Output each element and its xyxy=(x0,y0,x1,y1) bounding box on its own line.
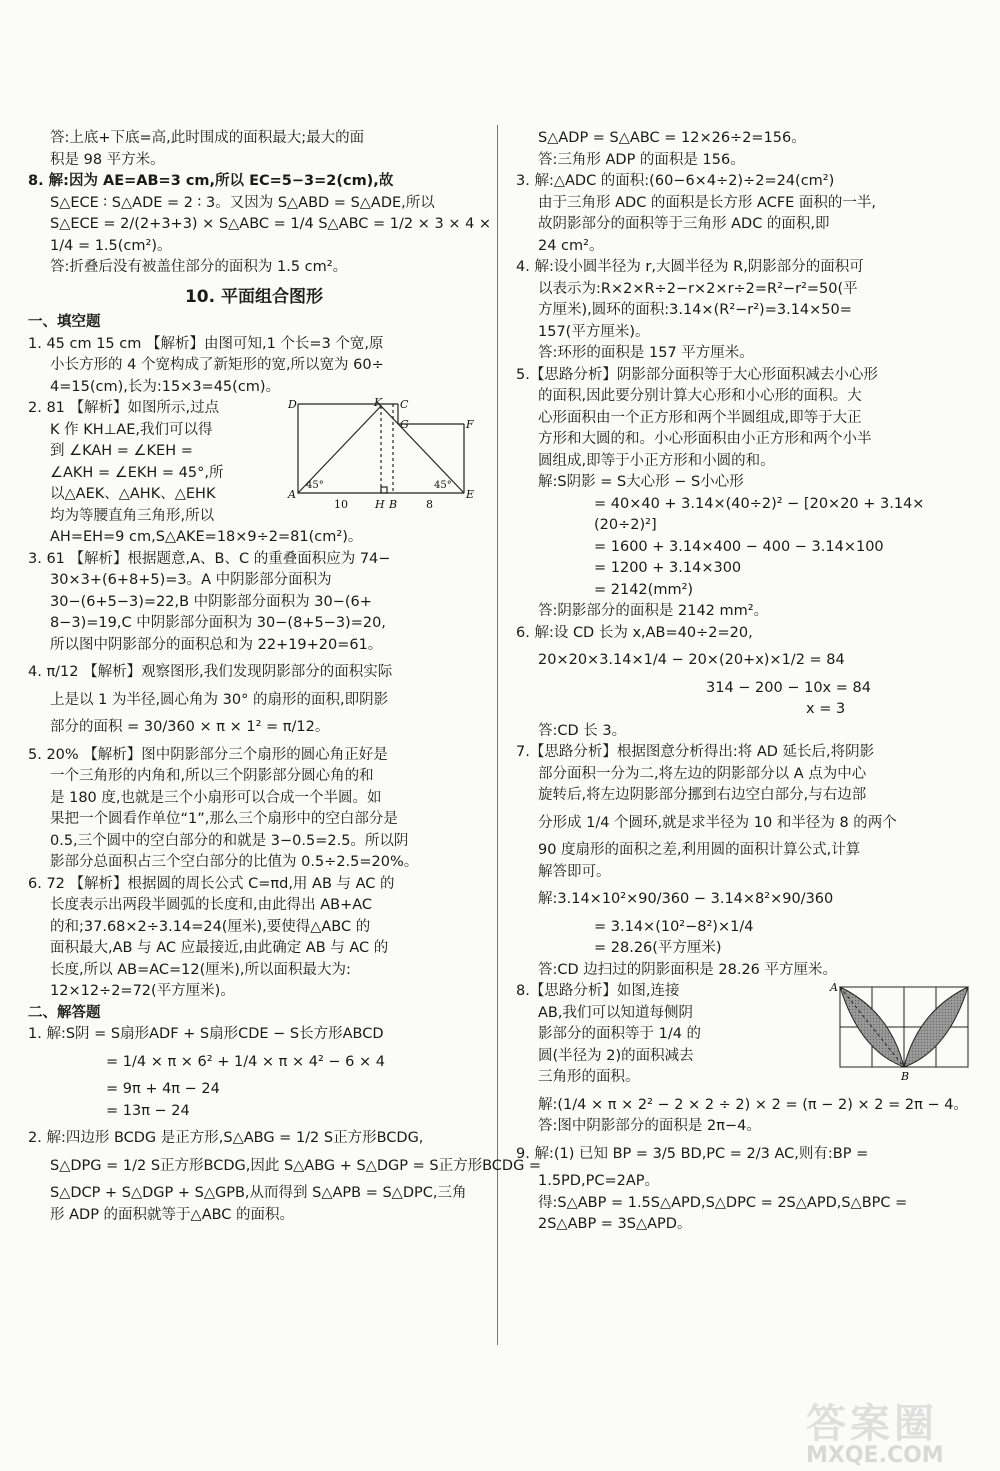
text-line: = 40×40 + 3.14×(40÷2)² − [20×20 + 3.14× xyxy=(594,495,925,512)
q8-line: 8.【思路分析】如图,连接 xyxy=(516,983,680,999)
answer-line: 形 ADP 的面积就等于△ABC 的面积。 xyxy=(50,1206,295,1223)
rectangle-triangle-figure xyxy=(288,398,474,512)
text-line: 2S△ABP = 3S△APD。 xyxy=(538,1216,692,1232)
fill-line: 上是以 1 为半径,圆心角为 30° 的扇形的面积,即阴影 xyxy=(50,691,389,708)
fill-line: 5. 20% 【解析】图中阴影部分三个扇形的圆心角正好是 xyxy=(28,746,388,763)
fill-line: 6. 72 【解析】根据圆的周长公式 C=πd,用 AB 与 AC 的 xyxy=(28,875,395,892)
text-line: 314 − 200 − 10x = 84 xyxy=(706,679,871,696)
fill-line: 果把一个圆看作单位“1”,那么三个扇形中的空白部分是 xyxy=(50,811,398,827)
fill-line: 1. 45 cm 15 cm 【解析】由图可知,1 个长=3 个宽,原 xyxy=(28,335,384,352)
text-line: 答:CD 边扫过的阴影面积是 28.26 平方厘米。 xyxy=(538,961,838,978)
q2-line: 均为等腰直角三角形,所以 xyxy=(50,507,215,524)
q8-block xyxy=(516,981,972,1089)
text-line: x = 3 xyxy=(806,701,846,717)
answer-line: = 13π − 24 xyxy=(106,1102,190,1119)
text-line: = 1600 + 3.14×400 − 400 − 3.14×100 xyxy=(594,538,884,555)
text-line: 答:上底+下底=高,此时围成的面积最大;最大的面 xyxy=(50,130,365,146)
fig-label-D: D xyxy=(288,398,297,411)
text-line: 答:环形的面积是 157 平方厘米。 xyxy=(538,345,754,361)
text-line: 分形成 1/4 个圆环,就是求半径为 10 和半径为 8 的两个 xyxy=(538,814,897,831)
text-line: 的面积,因此要分别计算大心形和小心形的面积。大 xyxy=(538,388,862,404)
right-column xyxy=(516,128,972,1236)
text-line: 由于三角形 ADC 的面积是长方形 ACFE 面积的一半, xyxy=(538,194,877,211)
fig-label-F: F xyxy=(466,418,474,431)
fill-line: 8−3)=19,C 中阴影部分面积为 30−(8+5−3)=20, xyxy=(50,615,386,631)
fill-line: 是 180 度,也就是三个小扇形可以合成一个半圆。如 xyxy=(50,789,382,806)
fill-line: 一个三角形的内角和,所以三个阴影部分圆心角的和 xyxy=(50,768,374,784)
q2-line: 2. 81 【解析】如图所示,过点 xyxy=(28,400,220,416)
fig-label-G: G xyxy=(400,418,409,431)
fig-label-10: 10 xyxy=(334,498,348,511)
text-line: 解:(1/4 × π × 2² − 2 × 2 ÷ 2) × 2 = (π − 2) × 2 = 2π − 4。 xyxy=(538,1096,968,1113)
fig-label-A: A xyxy=(288,488,296,501)
text-line: 旋转后,将左边阴影部分挪到右边空白部分,与右边部 xyxy=(538,787,867,803)
text-line: 答:CD 长 3。 xyxy=(538,722,627,739)
fill-line: 4=15(cm),长为:15×3=45(cm)。 xyxy=(50,378,281,395)
fig-label-H: H xyxy=(375,498,385,511)
fill-line: 的和;37.68×2÷3.14=24(厘米),要使得△ABC 的 xyxy=(50,918,371,935)
text-line: 解:3.14×10²×90/360 − 3.14×8²×90/360 xyxy=(538,891,834,907)
fig-label-angle: 45° xyxy=(306,480,324,491)
text-line: = 2142(mm²) xyxy=(594,581,694,598)
answer-line: = 1/4 × π × 6² + 1/4 × π × 4² − 6 × 4 xyxy=(106,1053,385,1070)
text-line: 9. 解:(1) 已知 BP = 3/5 BD,PC = 2/3 AC,则有:BP = xyxy=(516,1145,869,1162)
fill-line: 所以图中阴影部分的面积总和为 22+19+20=61。 xyxy=(50,636,383,653)
text-line: 心形面积由一个正方形和两个半圆组成,即等于大正 xyxy=(538,409,862,426)
q8-line: 三角形的面积。 xyxy=(538,1069,640,1085)
fill-line: 长度,所以 AB=AC=12(厘米),所以面积最大为: xyxy=(50,961,351,978)
q2-block xyxy=(28,398,480,549)
fill-line: 30−(6+5−3)=22,B 中阴影部分面积为 30−(6+ xyxy=(50,593,372,610)
text-line: 24 cm²。 xyxy=(538,237,604,254)
fig-label-E: E xyxy=(466,488,475,501)
watermark-url: MXQE.COM xyxy=(806,1443,944,1468)
text-line: 1.5PD,PC=2AP。 xyxy=(538,1173,659,1189)
part-heading-fill: 一、填空题 xyxy=(28,314,101,330)
fig-label-B: B xyxy=(901,1070,910,1083)
text-line: 157(平方厘米)。 xyxy=(538,323,650,340)
text-line: 答:图中阴影部分的面积是 2π−4。 xyxy=(538,1118,761,1134)
text-line: 部分面积一分为二,将左边的阴影部分以 A 点为中心 xyxy=(538,765,867,782)
text-line: 90 度扇形的面积之差,利用圆的面积计算公式,计算 xyxy=(538,842,861,858)
text-line: 得:S△ABP = 1.5S△APD,S△DPC = 2S△APD,S△BPC = xyxy=(538,1194,908,1211)
text-line: 积是 98 平方米。 xyxy=(50,151,165,168)
text-line: 故阴影部分的面积等于三角形 ADC 的面积,即 xyxy=(538,216,830,232)
section-title: 10. 平面组合图形 xyxy=(184,286,324,307)
text-line: 解答即可。 xyxy=(538,863,611,880)
answer-line: 2. 解:四边形 BCDG 是正方形,S△ABG = 1/2 S正方形BCDG, xyxy=(28,1130,424,1146)
fill-line: 小长方形的 4 个宽构成了新矩形的宽,所以宽为 60÷ xyxy=(50,357,384,373)
text-line: 6. 解:设 CD 长为 x,AB=40÷2=20, xyxy=(516,624,753,641)
fill-line: 12×12÷2=72(平方厘米)。 xyxy=(50,983,235,999)
q2-line: 到 ∠KAH = ∠KEH = xyxy=(50,443,193,459)
text-line: 以表示为:R×2×R÷2−r×2×r÷2=R²−r²=50(平 xyxy=(538,280,858,297)
fill-line: 30×3+(6+8+5)=3。A 中阴影部分面积为 xyxy=(50,572,332,588)
fig-label-C: C xyxy=(400,398,409,411)
text-line: 5.【思路分析】阴影部分面积等于大心形面积减去小心形 xyxy=(516,366,878,383)
text-line: = 28.26(平方厘米) xyxy=(594,940,722,956)
text-line: 20×20×3.14×1/4 − 20×(20+x)×1/2 = 84 xyxy=(538,652,845,668)
fig-label-A: A xyxy=(830,981,838,994)
q2-line: ∠AKH = ∠EKH = 45°,所 xyxy=(50,464,224,481)
q8-line: AB,我们可以知道每侧阴 xyxy=(538,1004,693,1021)
text-line: 4. 解:设小圆半径为 r,大圆半径为 R,阴影部分的面积可 xyxy=(516,259,864,275)
watermark-main: 答案圈 xyxy=(806,1401,938,1447)
text-line: S△ADP = S△ABC = 12×26÷2=156。 xyxy=(538,130,806,146)
fill-line: 长度表示出两段半圆弧的长度和,由此得出 AB+AC xyxy=(50,897,373,913)
fig-label-K: K xyxy=(374,396,383,409)
left-column xyxy=(28,128,542,1226)
text-line: 答:三角形 ADP 的面积是 156。 xyxy=(538,151,745,168)
fill-line: 4. π/12 【解析】观察图形,我们发现阴影部分的面积实际 xyxy=(28,664,393,680)
text-line: = 1200 + 3.14×300 xyxy=(594,560,742,576)
q2-line: 以△AEK、△AHK、△EHK xyxy=(50,486,216,502)
answer-line: S△DPG = 1/2 S正方形BCDG,因此 S△ABG + S△DGP = S正方形BCDG = xyxy=(50,1157,542,1174)
q2-line: AH=EH=9 cm,S△AKE=18×9÷2=81(cm²)。 xyxy=(50,529,363,545)
text-line: = 3.14×(10²−8²)×1/4 xyxy=(594,918,754,935)
text-line: 方厘米),圆环的面积:3.14×(R²−r²)=3.14×50= xyxy=(538,302,852,318)
leaf-grid-figure xyxy=(830,981,970,1081)
text-line: 3. 解:△ADC 的面积:(60−6×4÷2)÷2=24(cm²) xyxy=(516,173,835,189)
text-line: S△ECE = 2/(2+3+3) × S△ABC = 1/4 S△ABC = 1/2 × 3 × 4 × xyxy=(50,216,492,232)
answer-line: = 9π + 4π − 24 xyxy=(106,1081,220,1097)
text-line: 答:阴影部分的面积是 2142 mm²。 xyxy=(538,603,769,619)
question-8: 8. 解:因为 AE=AB=3 cm,所以 EC=5−3=2(cm),故 xyxy=(28,173,394,189)
text-line: 方形和大圆的和。小心形面积由小正方形和两个小半 xyxy=(538,431,872,447)
text-line: S△ECE ∶ S△ADE = 2 ∶ 3。又因为 S△ABD = S△ADE,所以 xyxy=(50,194,435,211)
watermark-logo xyxy=(806,1392,986,1468)
fig-label-angle: 45° xyxy=(434,480,452,491)
fill-line: 3. 61 【解析】根据题意,A、B、C 的重叠面积应为 74− xyxy=(28,550,391,567)
fill-line: 0.5,三个圆中的空白部分的和就是 3−0.5=2.5。所以阴 xyxy=(50,832,409,849)
answer-line: 1. 解:S阴 = S扇形ADF + S扇形CDE − S长方形ABCD xyxy=(28,1026,384,1042)
text-line: 1/4 = 1.5(cm²)。 xyxy=(50,237,172,254)
q8-line: 圆(半径为 2)的面积减去 xyxy=(538,1047,694,1064)
text-line: 7.【思路分析】根据图意分析得出:将 AD 延长后,将阴影 xyxy=(516,744,875,760)
fill-line: 影部分总面积占三个空白部分的比值为 0.5÷2.5=20%。 xyxy=(50,854,419,870)
text-line: (20÷2)²] xyxy=(594,517,657,533)
q2-line: K 作 KH⊥AE,我们可以得 xyxy=(50,421,213,438)
text-line: 圆组成,即等于小正方形和小圆的和。 xyxy=(538,452,775,469)
fig-label-8: 8 xyxy=(426,498,433,511)
fill-line: 面积最大,AB 与 AC 应最接近,由此确定 AB 与 AC 的 xyxy=(50,940,389,956)
q8-line: 影部分的面积等于 1/4 的 xyxy=(538,1026,702,1042)
part-heading-answers: 二、解答题 xyxy=(28,1004,101,1021)
text-line: 解:S阴影 = S大心形 − S小心形 xyxy=(538,474,744,490)
answer-line: 答:折叠后没有被盖住部分的面积为 1.5 cm²。 xyxy=(50,259,348,275)
answer-line: S△DCP + S△DGP + S△GPB,从而得到 S△APB = S△DPC,三角 xyxy=(50,1185,467,1201)
fig-label-B: B xyxy=(389,498,398,511)
fill-line: 部分的面积 = 30/360 × π × 1² = π/12。 xyxy=(50,719,330,735)
